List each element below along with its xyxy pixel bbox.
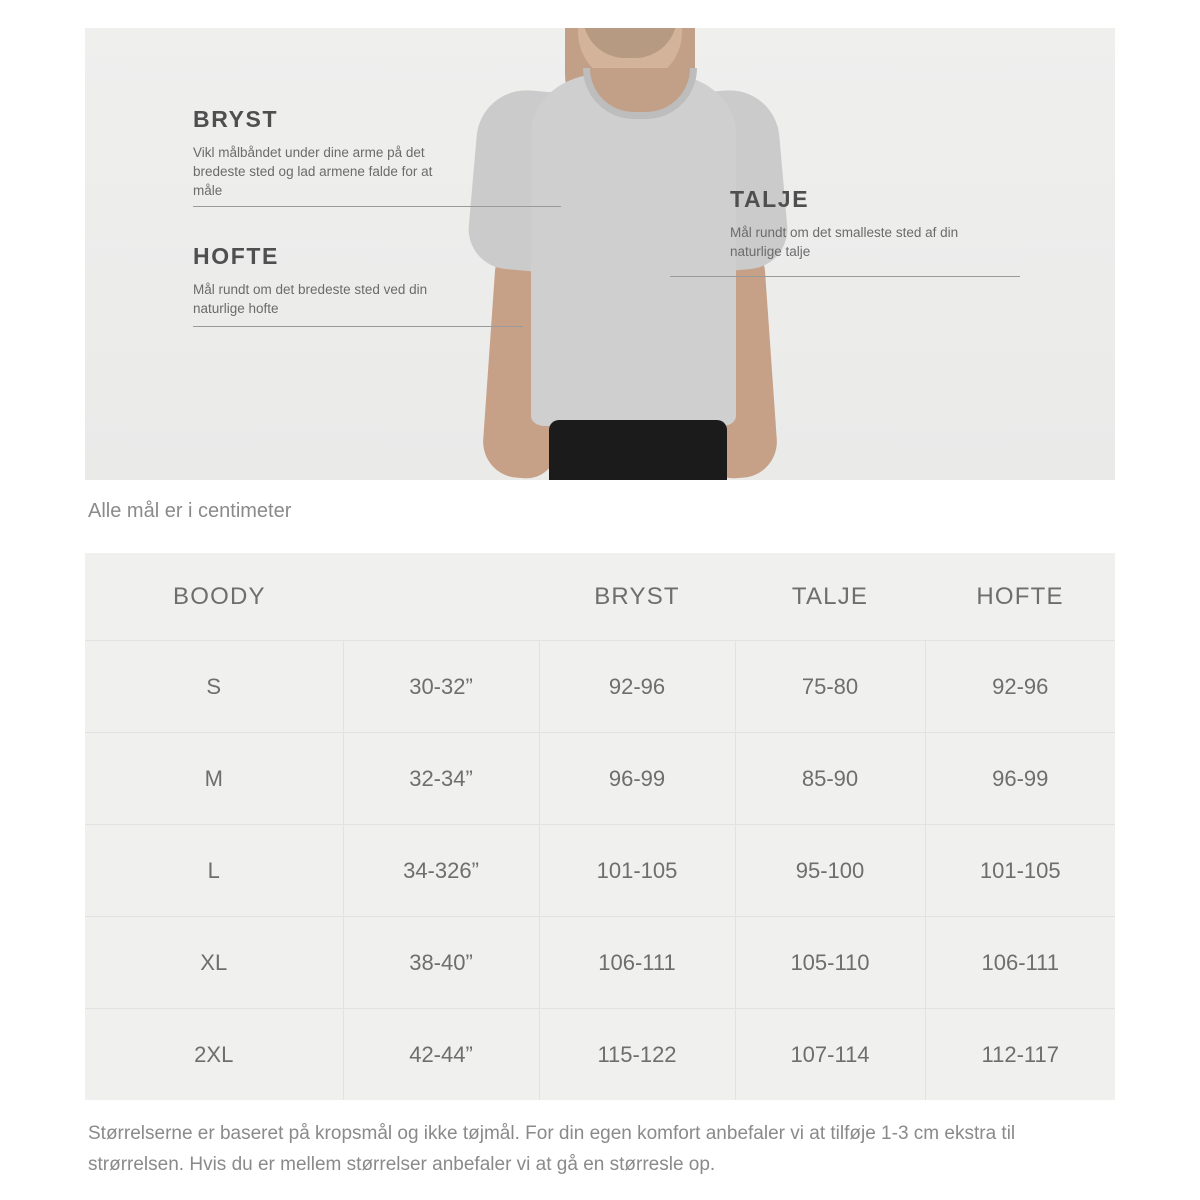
- callout-talje: [730, 186, 960, 261]
- cell-inches: 34-326”: [343, 825, 539, 917]
- cell-talje: 95-100: [735, 825, 925, 917]
- callout-bryst: [193, 106, 443, 200]
- callout-hofte-text: Mål rundt om det bredeste sted ved din naturlige hofte: [193, 282, 428, 316]
- cell-hofte: 112-117: [925, 1009, 1115, 1101]
- cell-size: L: [85, 825, 343, 917]
- column-header-hofte: HOFTE: [925, 553, 1115, 641]
- cell-bryst: 101-105: [539, 825, 735, 917]
- measurement-diagram: [85, 28, 1115, 480]
- cell-talje: 107-114: [735, 1009, 925, 1101]
- column-header-inches: [343, 553, 539, 641]
- cell-hofte: 96-99: [925, 733, 1115, 825]
- cell-bryst: 115-122: [539, 1009, 735, 1101]
- leader-line-hofte: [193, 326, 523, 327]
- cell-inches: 38-40”: [343, 917, 539, 1009]
- cell-talje: 85-90: [735, 733, 925, 825]
- cell-size: S: [85, 641, 343, 733]
- cell-bryst: 96-99: [539, 733, 735, 825]
- size-chart-body: [85, 641, 1115, 1101]
- cell-size: M: [85, 733, 343, 825]
- table-row: [85, 825, 1115, 917]
- model-tshirt: [531, 74, 736, 426]
- callout-bryst-title: BRYST: [193, 106, 279, 132]
- table-header-row: [85, 553, 1115, 641]
- cell-talje: 105-110: [735, 917, 925, 1009]
- cell-inches: 32-34”: [343, 733, 539, 825]
- callout-bryst-text: Vikl målbåndet under dine arme på det bredeste sted og lad armene falde for at måle: [193, 145, 433, 198]
- cell-bryst: 92-96: [539, 641, 735, 733]
- cell-hofte: 106-111: [925, 917, 1115, 1009]
- model-pants: [549, 420, 727, 480]
- size-chart-header: [85, 553, 1115, 641]
- cell-inches: 30-32”: [343, 641, 539, 733]
- cell-bryst: 106-111: [539, 917, 735, 1009]
- size-chart-table: [85, 553, 1115, 1100]
- table-row: [85, 733, 1115, 825]
- column-header-bryst: BRYST: [539, 553, 735, 641]
- cell-hofte: 92-96: [925, 641, 1115, 733]
- cell-size: XL: [85, 917, 343, 1009]
- callout-talje-title: TALJE: [730, 186, 810, 212]
- leader-line-talje: [670, 276, 1020, 277]
- cell-hofte: 101-105: [925, 825, 1115, 917]
- cell-talje: 75-80: [735, 641, 925, 733]
- cell-inches: 42-44”: [343, 1009, 539, 1101]
- table-row: [85, 1009, 1115, 1101]
- size-guide-footnote: Størrelserne er baseret på kropsmål og ikke tøjmål. For din egen komfort anbefaler vi at tilføje 1-3 cm ekstra til strørrelsen. Hvis du er mellem størrelser anbefaler vi at gå en størresle op.: [88, 1123, 1016, 1175]
- table-row: [85, 641, 1115, 733]
- callout-hofte-title: HOFTE: [193, 243, 279, 269]
- leader-line-bryst: [193, 206, 561, 207]
- unit-note: Alle mål er i centimeter: [88, 500, 292, 522]
- column-header-boody: BOODY: [85, 553, 343, 641]
- table-row: [85, 917, 1115, 1009]
- callout-talje-text: Mål rundt om det smalleste sted af din naturlige talje: [730, 225, 959, 259]
- cell-size: 2XL: [85, 1009, 343, 1101]
- column-header-talje: TALJE: [735, 553, 925, 641]
- callout-hofte: [193, 243, 443, 318]
